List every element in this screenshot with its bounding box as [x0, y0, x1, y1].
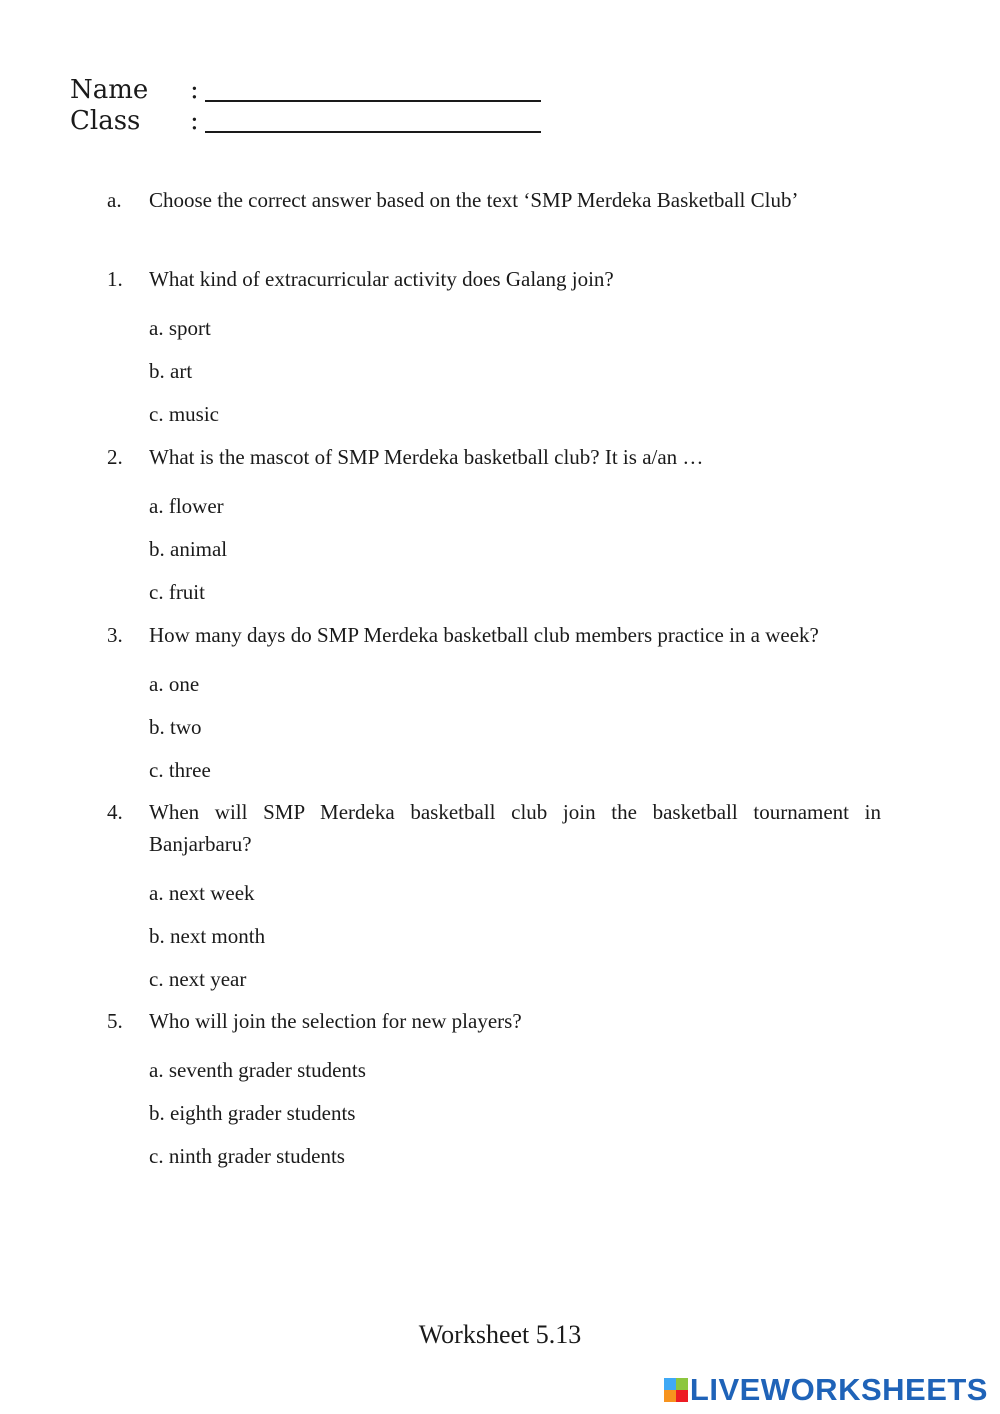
- question-text: How many days do SMP Merdeka basketball club members practice in a week?: [149, 623, 819, 647]
- question-text: When will SMP Merdeka basketball club join the basketball tournament in Banjarbaru?: [149, 800, 881, 856]
- instruction-text: Choose the correct answer based on the text ‘SMP Merdeka Basketball Club’: [149, 188, 799, 212]
- brand-name: LIVEWORKSHEETS: [689, 1372, 988, 1407]
- question-4-option-c[interactable]: c. next year: [149, 967, 247, 991]
- question-number: 2.: [107, 445, 123, 469]
- question-3-option-b[interactable]: b. two: [149, 715, 202, 739]
- question-2-option-b[interactable]: b. animal: [149, 537, 228, 561]
- question-text: Who will join the selection for new players?: [149, 1009, 522, 1033]
- question-5-option-a[interactable]: a. seventh grader students: [149, 1058, 366, 1082]
- question-2-option-a[interactable]: a. flower: [149, 494, 224, 518]
- class-colon: :: [190, 106, 199, 136]
- name-field[interactable]: [205, 100, 541, 102]
- question-text: What kind of extracurricular activity does Galang join?: [149, 267, 614, 291]
- question-1-option-a[interactable]: a. sport: [149, 316, 211, 340]
- question-number: 1.: [107, 267, 123, 291]
- question-text: What is the mascot of SMP Merdeka basketball club? It is a/an …: [149, 445, 704, 469]
- instruction-marker: a.: [107, 188, 122, 212]
- liveworksheets-logo-icon: [664, 1378, 688, 1402]
- question-2-option-c[interactable]: c. fruit: [149, 580, 205, 604]
- question-5-option-c[interactable]: c. ninth grader students: [149, 1144, 345, 1168]
- question-1-option-b[interactable]: b. art: [149, 359, 193, 383]
- class-label: Class: [70, 106, 141, 136]
- question-5-option-b[interactable]: b. eighth grader students: [149, 1101, 356, 1125]
- name-label: Name: [70, 75, 149, 105]
- question-number: 3.: [107, 623, 123, 647]
- question-4-option-b[interactable]: b. next month: [149, 924, 266, 948]
- question-number: 4.: [107, 800, 123, 824]
- question-number: 5.: [107, 1009, 123, 1033]
- question-3-option-a[interactable]: a. one: [149, 672, 200, 696]
- worksheet-label: Worksheet 5.13: [418, 1320, 582, 1349]
- liveworksheets-brand: [664, 1372, 988, 1408]
- question-3-option-c[interactable]: c. three: [149, 758, 211, 782]
- class-field[interactable]: [205, 131, 541, 133]
- name-colon: :: [190, 75, 199, 105]
- question-1-option-c[interactable]: c. music: [149, 402, 219, 426]
- question-4-option-a[interactable]: a. next week: [149, 881, 255, 905]
